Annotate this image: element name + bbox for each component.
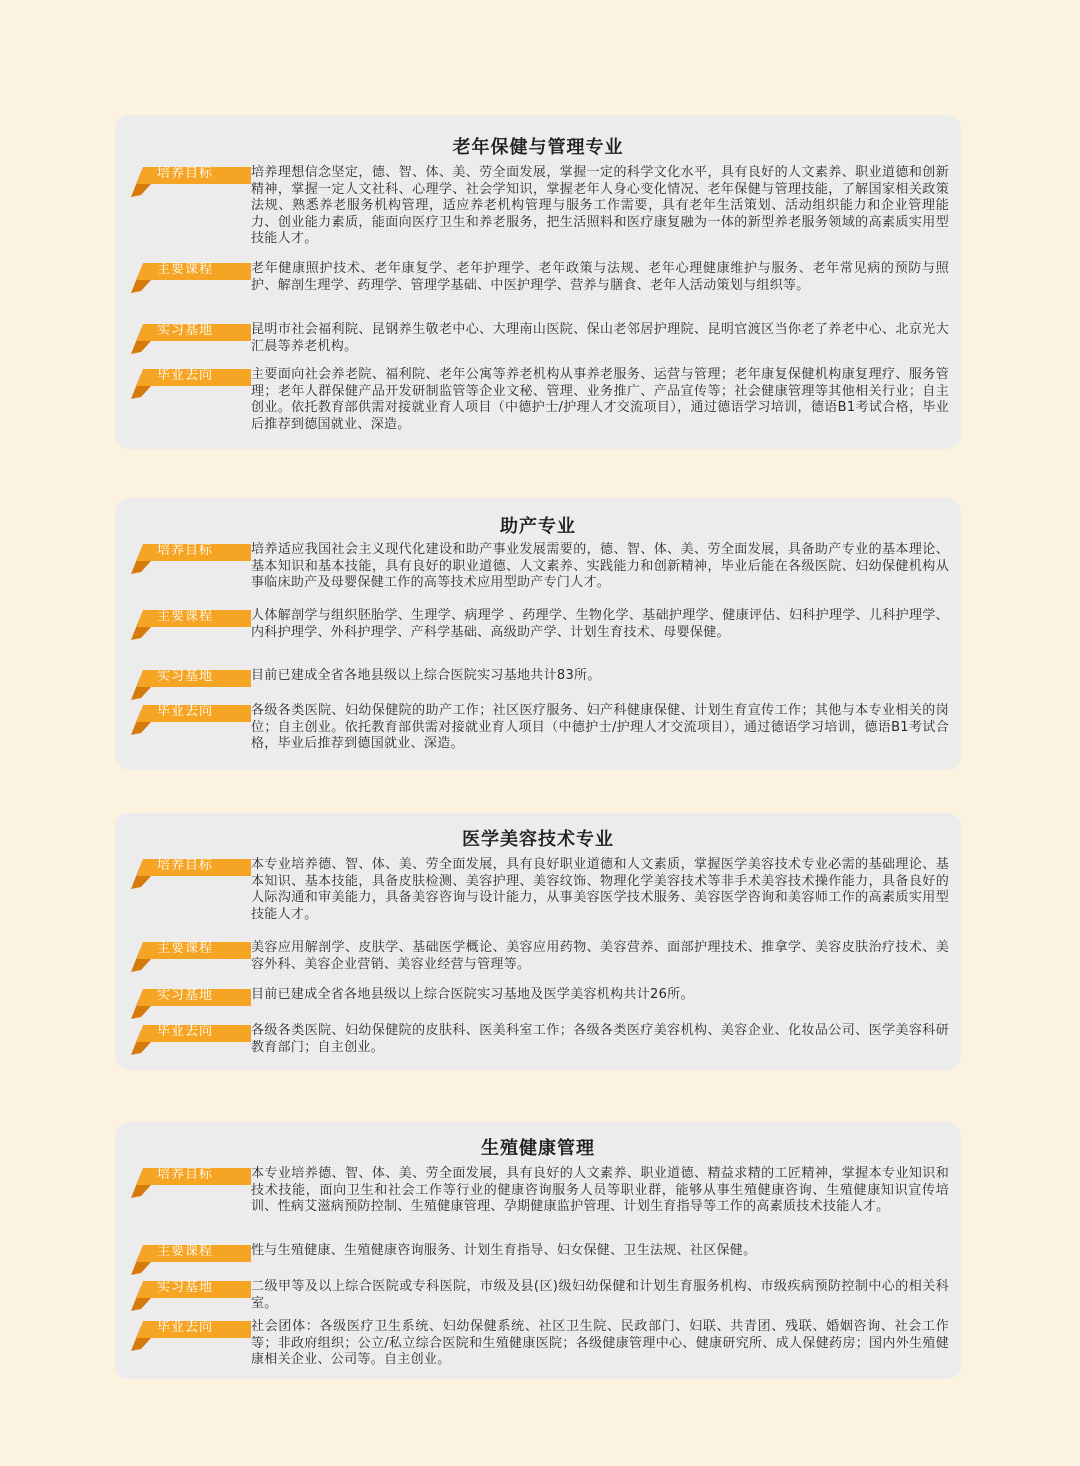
tag-label: 培养目标 [157,166,214,181]
section-title: 助产专业 [500,516,576,537]
tag-icon [127,542,251,572]
section-title: 生殖健康管理 [481,1138,595,1159]
row-text: 本专业培养德、智、体、美、劳全面发展，具有良好职业道德和人文素质，掌握医学美容技术专业必需的基础理论、基本知识、基本技能，具备皮肤检测、美容护理、美容纹饰、物理化学美容技术等非手术美容技术操作能力，具备良好的人际沟通和审美能力，具备美容咨询与设计能力，从事美容医学技术服务、美容医学咨询和美容师工作的高素质实用型技能人才。 [251,857,949,922]
row-text: 性与生殖健康、生殖健康咨询服务、计划生育指导、妇女保健、卫生法规、社区保健。 [251,1243,757,1258]
tag-label: 实习基地 [157,323,214,338]
row-text: 本专业培养德、智、体、美、劳全面发展，具有良好的人文素养、职业道德、精益求精的工匠精神，掌握本专业知识和技术技能，面向卫生和社会工作等行业的健康咨询服务人员等职业群，能够从事生殖健康咨询、生殖健康知识宣传培训、性病艾滋病预防控制、生殖健康管理、孕期健康监护管理、计划生育指导等工作的高素质技术技能人才。 [251,1166,949,1214]
tag-label: 毕业去向 [157,704,214,719]
row-text: 培养适应我国社会主义现代化建设和助产事业发展需要的，德、智、体、美、劳全面发展，具备助产专业的基本理论、基本知识和基本技能，具有良好的职业道德、人文素养、实践能力和创新精神，毕业后能在各级医院、妇幼保健机构从事临床助产及母婴保健工作的高等技术应用型助产专门人才。 [251,542,949,590]
tag-icon [127,857,251,887]
row-text: 二级甲等及以上综合医院或专科医院，市级及县(区)级妇幼保健和计划生育服务机构、市级疾病预防控制中心的相关科室。 [251,1279,949,1311]
tag-label: 主要课程 [157,941,214,956]
section-title: 医学美容技术专业 [462,829,614,850]
section-title: 老年保健与管理专业 [452,137,624,158]
tag-label: 主要课程 [157,262,214,277]
tag-icon [127,1319,251,1349]
row-text: 主要面向社会养老院、福利院、老年公寓等养老机构从事养老服务、运营与管理；老年康复保健机构康复理疗、服务管理；老年人群保健产品开发研制监管等企业文秘、管理、业务推广、产品宣传等；社会健康管理等其他相关行业；自主创业。依托教育部供需对接就业育人项目（中德护士/护理人才交流项目），通过德语学习培训，德语B1考试合格，毕业后推荐到德国就业、深造。 [251,367,949,432]
tag-label: 主要课程 [157,609,214,624]
tag-icon [127,608,251,638]
tag-label: 培养目标 [157,858,214,873]
tag-icon [127,668,251,698]
tag-icon [127,1243,251,1273]
tag-label: 实习基地 [157,988,214,1003]
tag-label: 毕业去向 [157,1320,214,1335]
row-text: 目前已建成全省各地县级以上综合医院实习基地共计83所。 [251,668,601,683]
section-card-reproductive-health [115,1122,961,1379]
tag-label: 培养目标 [157,543,214,558]
tag-icon [127,165,251,195]
section-card-elderly-care [115,115,961,449]
section-card-midwifery [115,498,961,770]
row-text: 各级各类医院、妇幼保健院的助产工作；社区医疗服务、妇产科健康保健、计划生育宣传工作；其他与本专业相关的岗位；自主创业。依托教育部供需对接就业育人项目（中德护士/护理人才交流项目），通过德语学习培训，德语B1考试合格，毕业后推荐到德国就业、深造。 [251,703,949,751]
row-text: 各级各类医院、妇幼保健院的皮肤科、医美科室工作；各级各类医疗美容机构、美容企业、化妆品公司、医学美容科研教育部门；自主创业。 [251,1023,949,1055]
tag-icon [127,940,251,970]
row-text: 社会团体：各级医疗卫生系统、妇幼保健系统、社区卫生院、民政部门、妇联、共青团、残联、婚姻咨询、社会工作等；非政府组织；公立/私立综合医院和生殖健康医院；各级健康管理中心、健康研究所、成人保健药房；国内外生殖健康相关企业、公司等。自主创业。 [251,1319,949,1367]
tag-icon [127,322,251,352]
tag-icon [127,261,251,291]
tag-label: 实习基地 [157,669,214,684]
row-text: 目前已建成全省各地县级以上综合医院实习基地及医学美容机构共计26所。 [251,987,694,1002]
row-text: 美容应用解剖学、皮肤学、基础医学概论、美容应用药物、美容营养、面部护理技术、推拿学、美容皮肤治疗技术、美容外科、美容企业营销、美容业经营与管理等。 [251,940,949,972]
tag-label: 毕业去向 [157,1024,214,1039]
tag-icon [127,1166,251,1196]
tag-label: 主要课程 [157,1244,214,1259]
row-text: 人体解剖学与组织胚胎学、生理学、病理学 、药理学、生物化学、基础护理学、健康评估、妇科护理学、儿科护理学、内科护理学、外科护理学、产科学基础、高级助产学、计划生育技术、母婴保健。 [251,608,949,640]
tag-label: 毕业去向 [157,368,214,383]
row-text: 培养理想信念坚定，德、智、体、美、劳全面发展，掌握一定的科学文化水平，具有良好的人文素养、职业道德和创新精神，掌握一定人文社科、心理学、社会学知识，掌握老年人身心变化情况、老年保健与管理技能，了解国家相关政策法规、熟悉养老服务机构管理，适应养老机构管理与服务工作需要，具有老年生活策划、活动组织能力和企业管理能力、创业能力素质，能面向医疗卫生和养老服务，把生活照料和医疗康复融为一体的新型养老服务领域的高素质实用型技能人才。 [251,165,949,246]
row-text: 昆明市社会福利院、昆钢养生敬老中心、大理南山医院、保山老邻居护理院、昆明官渡区当你老了养老中心、北京光大汇晨等养老机构。 [251,322,949,354]
row-text: 老年健康照护技术、老年康复学、老年护理学、老年政策与法规、老年心理健康维护与服务、老年常见病的预防与照护、解剖生理学、药理学、管理学基础、中医护理学、营养与膳食、老年人活动策划与组织等。 [251,261,949,293]
tag-icon [127,987,251,1017]
tag-label: 培养目标 [157,1167,214,1182]
section-card-medical-cosmetology [115,813,961,1070]
tag-icon [127,367,251,397]
tag-icon [127,1279,251,1309]
tag-icon [127,1023,251,1053]
tag-label: 实习基地 [157,1280,214,1295]
tag-icon [127,703,251,733]
